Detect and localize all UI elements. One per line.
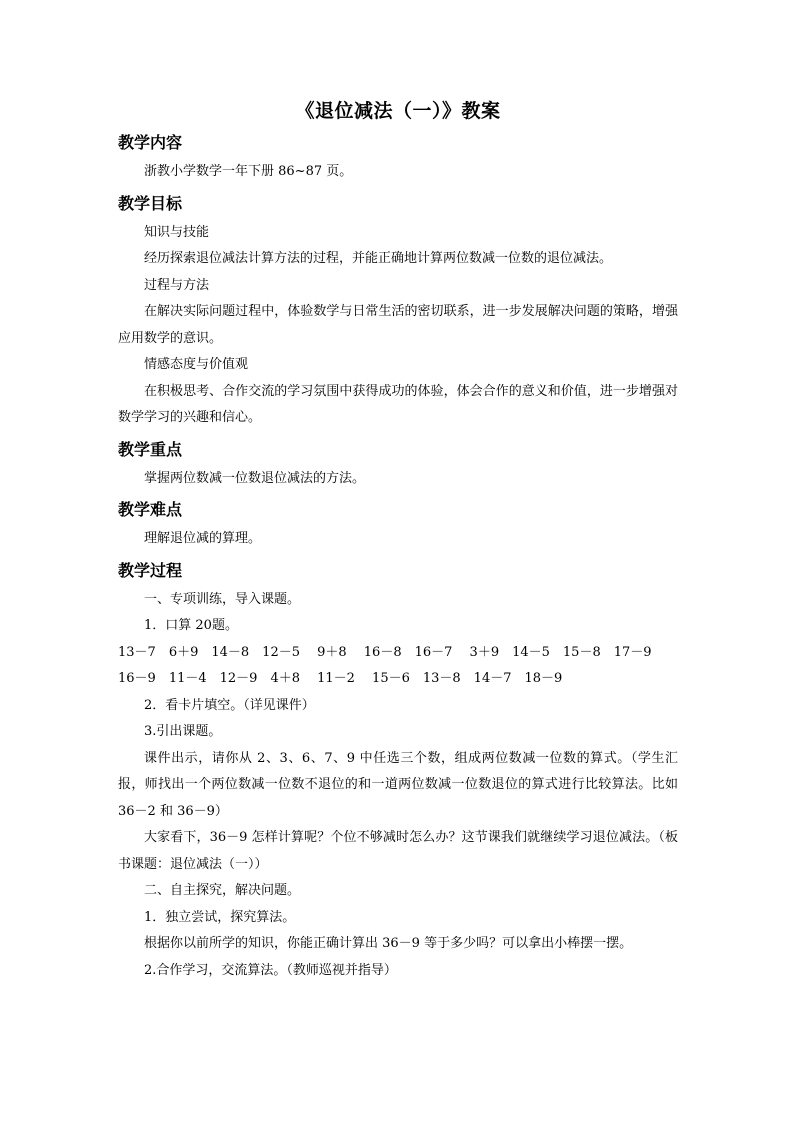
key-text: 掌握两位数减一位数退位减法的方法。 [144, 470, 366, 486]
goals-subheading-attitude: 情感态度与价值观 [144, 357, 249, 372]
difficulty-text: 理解退位减的算理。 [144, 531, 262, 546]
math-row-2: 16－9 11－4 12－9 4＋8 11－2 15－6 13－8 14－7 18－9 [118, 671, 563, 686]
section-key [118, 434, 678, 493]
process-card-fill: 2．看卡片填空。（详见课件） [144, 697, 315, 713]
heading-content: 教学内容 [118, 133, 183, 152]
process-independent-try: 1．独立尝试，探究算法。 [144, 909, 296, 925]
process-step-2: 二、自主探究，解决问题。 [144, 883, 301, 898]
heading-difficulty: 教学难点 [118, 500, 183, 519]
process-mental-math: 1．口算 20题。 [144, 618, 238, 633]
heading-goals: 教学目标 [118, 193, 183, 213]
process-courseware: 课件出示，请你从 2、3、6、7、9 中任选三个数，组成两位数减一位数的算式。（学生汇报，师找出一个两位数减一位数不退位的和一道两位数减一位数退位的算式进行比较算法。比如 36－2 和 36－9） [118, 750, 678, 819]
process-cooperate: 2.合作学习，交流算法。（教师巡视并指导） [144, 962, 397, 978]
document-page [118, 95, 678, 986]
process-step-1: 一、专项训练，导入课题。 [144, 591, 301, 607]
section-process [118, 555, 678, 985]
goals-text-knowledge: 经历探索退位减法计算方法的过程，并能正确地计算两位数减一位数的退位减法。 [144, 251, 613, 266]
section-difficulty [118, 494, 678, 553]
process-question: 大家看下，36－9 怎样计算呢？个位不够减时怎么办？这节课我们就继续学习退位减法。（板书课题：退位减法（一）） [118, 830, 678, 872]
goals-text-process: 在解决实际问题过程中，体验数学与日常生活的密切联系，进一步发展解决问题的策略，增强应用数学的意识。 [118, 304, 678, 346]
goals-text-attitude: 在积极思考、合作交流的学习氛围中获得成功的体验，体会合作的意义和价值，进一步增强对数学学习的兴趣和信心。 [118, 383, 678, 425]
goals-subheading-knowledge: 知识与技能 [144, 224, 210, 240]
process-intro-topic: 3.引出课题。 [144, 724, 222, 739]
heading-key: 教学重点 [118, 439, 183, 459]
document-title: 《退位减法（一）》教案 [295, 100, 501, 122]
heading-process: 教学过程 [118, 560, 183, 580]
process-sticks: 根据你以前所学的知识，你能正确计算出 36－9 等于多少吗？可以拿出小棒摆一摆。 [144, 936, 633, 951]
goals-subheading-process: 过程与方法 [144, 277, 210, 293]
math-row-1: 13－7 6＋9 14－8 12－5 9＋8 16－8 16－7 3＋9 14－5 15－8 17－9 [118, 644, 652, 660]
section-goals [118, 188, 678, 432]
section-content [118, 127, 678, 186]
content-text: 浙教小学数学一年下册 86~87 页。 [144, 164, 353, 179]
